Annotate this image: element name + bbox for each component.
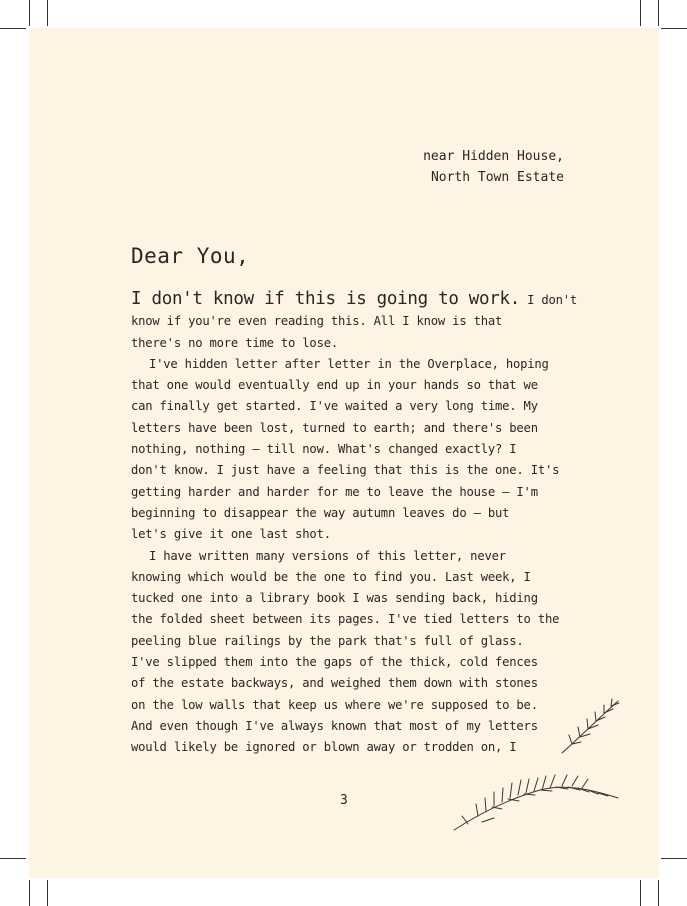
text-line: know if you're even reading this. All I know is that (131, 314, 503, 329)
text-line: beginning to disappear the way autumn leaves do – but (131, 505, 510, 520)
text-line: I've slipped them into the gaps of the thick, cold fences (131, 655, 538, 670)
text-line: And even though I've always known that most of my letters (131, 718, 538, 733)
address-line: North Town Estate (430, 170, 564, 185)
paragraph-3 (131, 546, 571, 759)
text-line (131, 289, 578, 311)
crop-mark (29, 880, 30, 906)
crop-mark (0, 28, 26, 29)
crop-mark (47, 880, 48, 906)
crop-mark (640, 0, 641, 26)
text-line: the folded sheet between its pages. I've tied letters to the (131, 612, 560, 627)
text-line: would likely be ignored or blown away or trodden on, I (131, 740, 517, 755)
grass-sprig-icon (452, 764, 622, 834)
text-line: letters have been lost, turned to earth; and there's been (131, 420, 538, 435)
text-line: nothing, nothing – till now. What's changed exactly? I (131, 442, 517, 457)
crop-mark (47, 0, 48, 26)
crop-mark (640, 880, 641, 906)
paragraph-2 (131, 354, 571, 546)
crop-mark (661, 28, 687, 29)
text-line: peeling blue railings by the park that's full of glass. (131, 633, 524, 648)
crop-mark (0, 858, 26, 859)
address-line: near Hidden House, (423, 149, 564, 164)
paragraph-1 (131, 289, 578, 354)
grass-sprig-icon (560, 695, 624, 757)
letter-body (131, 289, 578, 759)
text-line: knowing which would be the one to find you. Last week, I (131, 569, 531, 584)
text-line: tucked one into a library book I was sending back, hiding (131, 591, 538, 606)
text-line: there's no more time to lose. (131, 335, 338, 350)
text-line: on the low walls that keep us where we're supposed to be. (131, 697, 538, 712)
salutation: Dear You, (131, 244, 250, 268)
lead-in: I don't know if this is going to work. (131, 289, 520, 309)
text-line: that one would eventually end up in your hands so that we (131, 378, 538, 393)
text-fragment: I don't (519, 293, 578, 307)
text-line: of the estate backways, and weighed them down with stones (131, 676, 538, 691)
crop-mark (658, 880, 659, 906)
text-line: don't know. I just have a feeling that this is the one. It's (131, 463, 560, 478)
text-line: getting harder and harder for me to leave the house – I'm (131, 484, 538, 499)
page-number: 3 (340, 793, 348, 808)
text-line: let's give it one last shot. (131, 527, 331, 542)
crop-mark (661, 858, 687, 859)
crop-mark (658, 0, 659, 26)
crop-mark (29, 0, 30, 26)
text-line: I've hidden letter after letter in the Overplace, hoping (149, 356, 549, 371)
text-line: I have written many versions of this letter, never (149, 548, 506, 563)
text-line: can finally get started. I've waited a very long time. My (131, 399, 538, 414)
sender-address (423, 146, 564, 188)
